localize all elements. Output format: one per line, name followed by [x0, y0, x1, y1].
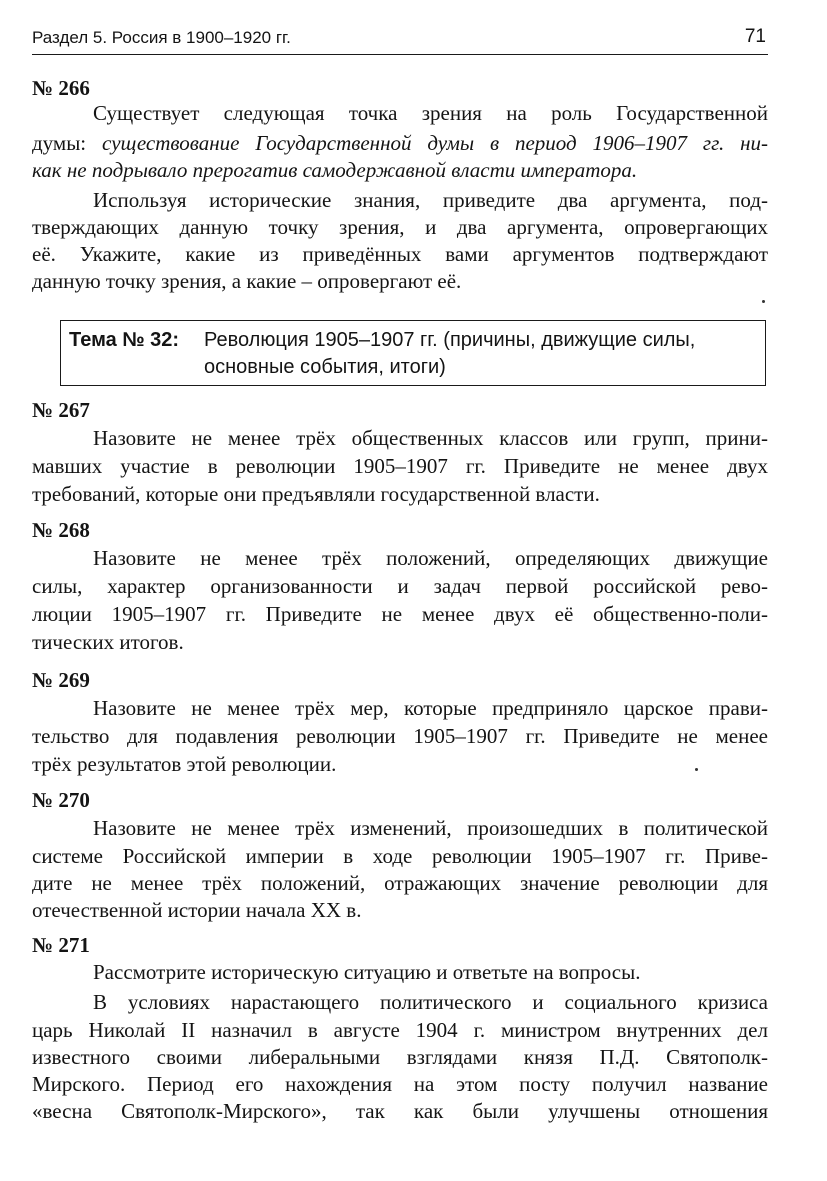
task-270-line: дите не менее трёх положений, отражающих значение революции для	[32, 871, 768, 895]
task-268-line: силы, характер организованности и задач первой российской рево-	[32, 574, 768, 598]
task-269-line: Назовите не менее трёх мер, которые предприняло царское прави-	[93, 696, 768, 720]
section-title: Раздел 5. Россия в 1900–1920 гг.	[32, 28, 291, 47]
task-number-270: № 270	[32, 788, 90, 812]
print-speck	[762, 300, 765, 303]
task-271-line: царь Николай II назначил в августе 1904 г. министром внутренних дел	[32, 1018, 768, 1042]
task-271-line: Мирского. Период его нахождения на этом посту получил название	[32, 1072, 768, 1096]
task-number-267: № 267	[32, 398, 90, 422]
task-number-268: № 268	[32, 518, 90, 542]
task-267-line: требований, которые они предъявляли государственной власти.	[32, 482, 600, 506]
task-268-line: Назовите не менее трёх положений, определяющих движущие	[93, 546, 768, 570]
task-266-quote-line: как не подрывало прерогатив самодержавной власти императора.	[32, 158, 638, 182]
task-266-line	[32, 133, 768, 154]
task-270-line: отечественной истории начала XX в.	[32, 898, 362, 922]
task-number-266: № 266	[32, 76, 90, 100]
task-269-line: тельство для подавления революции 1905–1907 гг. Приведите не менее	[32, 724, 768, 748]
task-266-line: Используя исторические знания, приведите два аргумента, под-	[93, 188, 768, 212]
running-header	[32, 22, 768, 55]
task-268-line: люции 1905–1907 гг. Приведите не менее двух её общественно-поли-	[32, 602, 768, 626]
task-271-line: Рассмотрите историческую ситуацию и ответьте на вопросы.	[93, 960, 641, 984]
task-271-line: В условиях нарастающего политического и социального кризиса	[93, 990, 768, 1014]
task-271-line: известного своими либеральными взглядами князя П.Д. Святополк-	[32, 1045, 768, 1069]
topic-title-line: основные события, итоги)	[204, 356, 446, 378]
task-267-line: Назовите не менее трёх общественных классов или групп, прини-	[93, 426, 768, 450]
task-271-line: «весна Святополк-Мирского», так как были улучшены отношения	[32, 1099, 768, 1123]
task-266-text: думы:	[32, 131, 103, 155]
task-270-line: системе Российской империи в ходе революции 1905–1907 гг. Приве-	[32, 844, 768, 868]
task-266-line: её. Укажите, какие из приведённых вами аргументов подтверждают	[32, 242, 768, 266]
task-number-269: № 269	[32, 668, 90, 692]
task-268-line: тических итогов.	[32, 630, 184, 654]
task-267-line: мавших участие в революции 1905–1907 гг. Приведите не менее двух	[32, 454, 768, 478]
task-266-line: данную точку зрения, а какие – опровергают её.	[32, 269, 462, 293]
topic-heading-box	[60, 320, 766, 386]
task-266-line: Существует следующая точка зрения на роль Государственной	[93, 101, 768, 125]
page-number: 71	[744, 26, 766, 47]
task-266-quote: существование Государственной думы в период 1906–1907 гг. ни-	[102, 131, 769, 155]
task-266-line: тверждающих данную точку зрения, и два аргумента, опровергающих	[32, 215, 768, 239]
task-269-line: трёх результатов этой революции.	[32, 752, 337, 776]
print-speck	[695, 768, 698, 771]
task-number-271: № 271	[32, 933, 90, 957]
task-270-line: Назовите не менее трёх изменений, произошедших в политической	[93, 816, 768, 840]
topic-title-line: Революция 1905–1907 гг. (причины, движущие силы,	[204, 329, 696, 351]
topic-label: Тема № 32:	[69, 329, 180, 351]
